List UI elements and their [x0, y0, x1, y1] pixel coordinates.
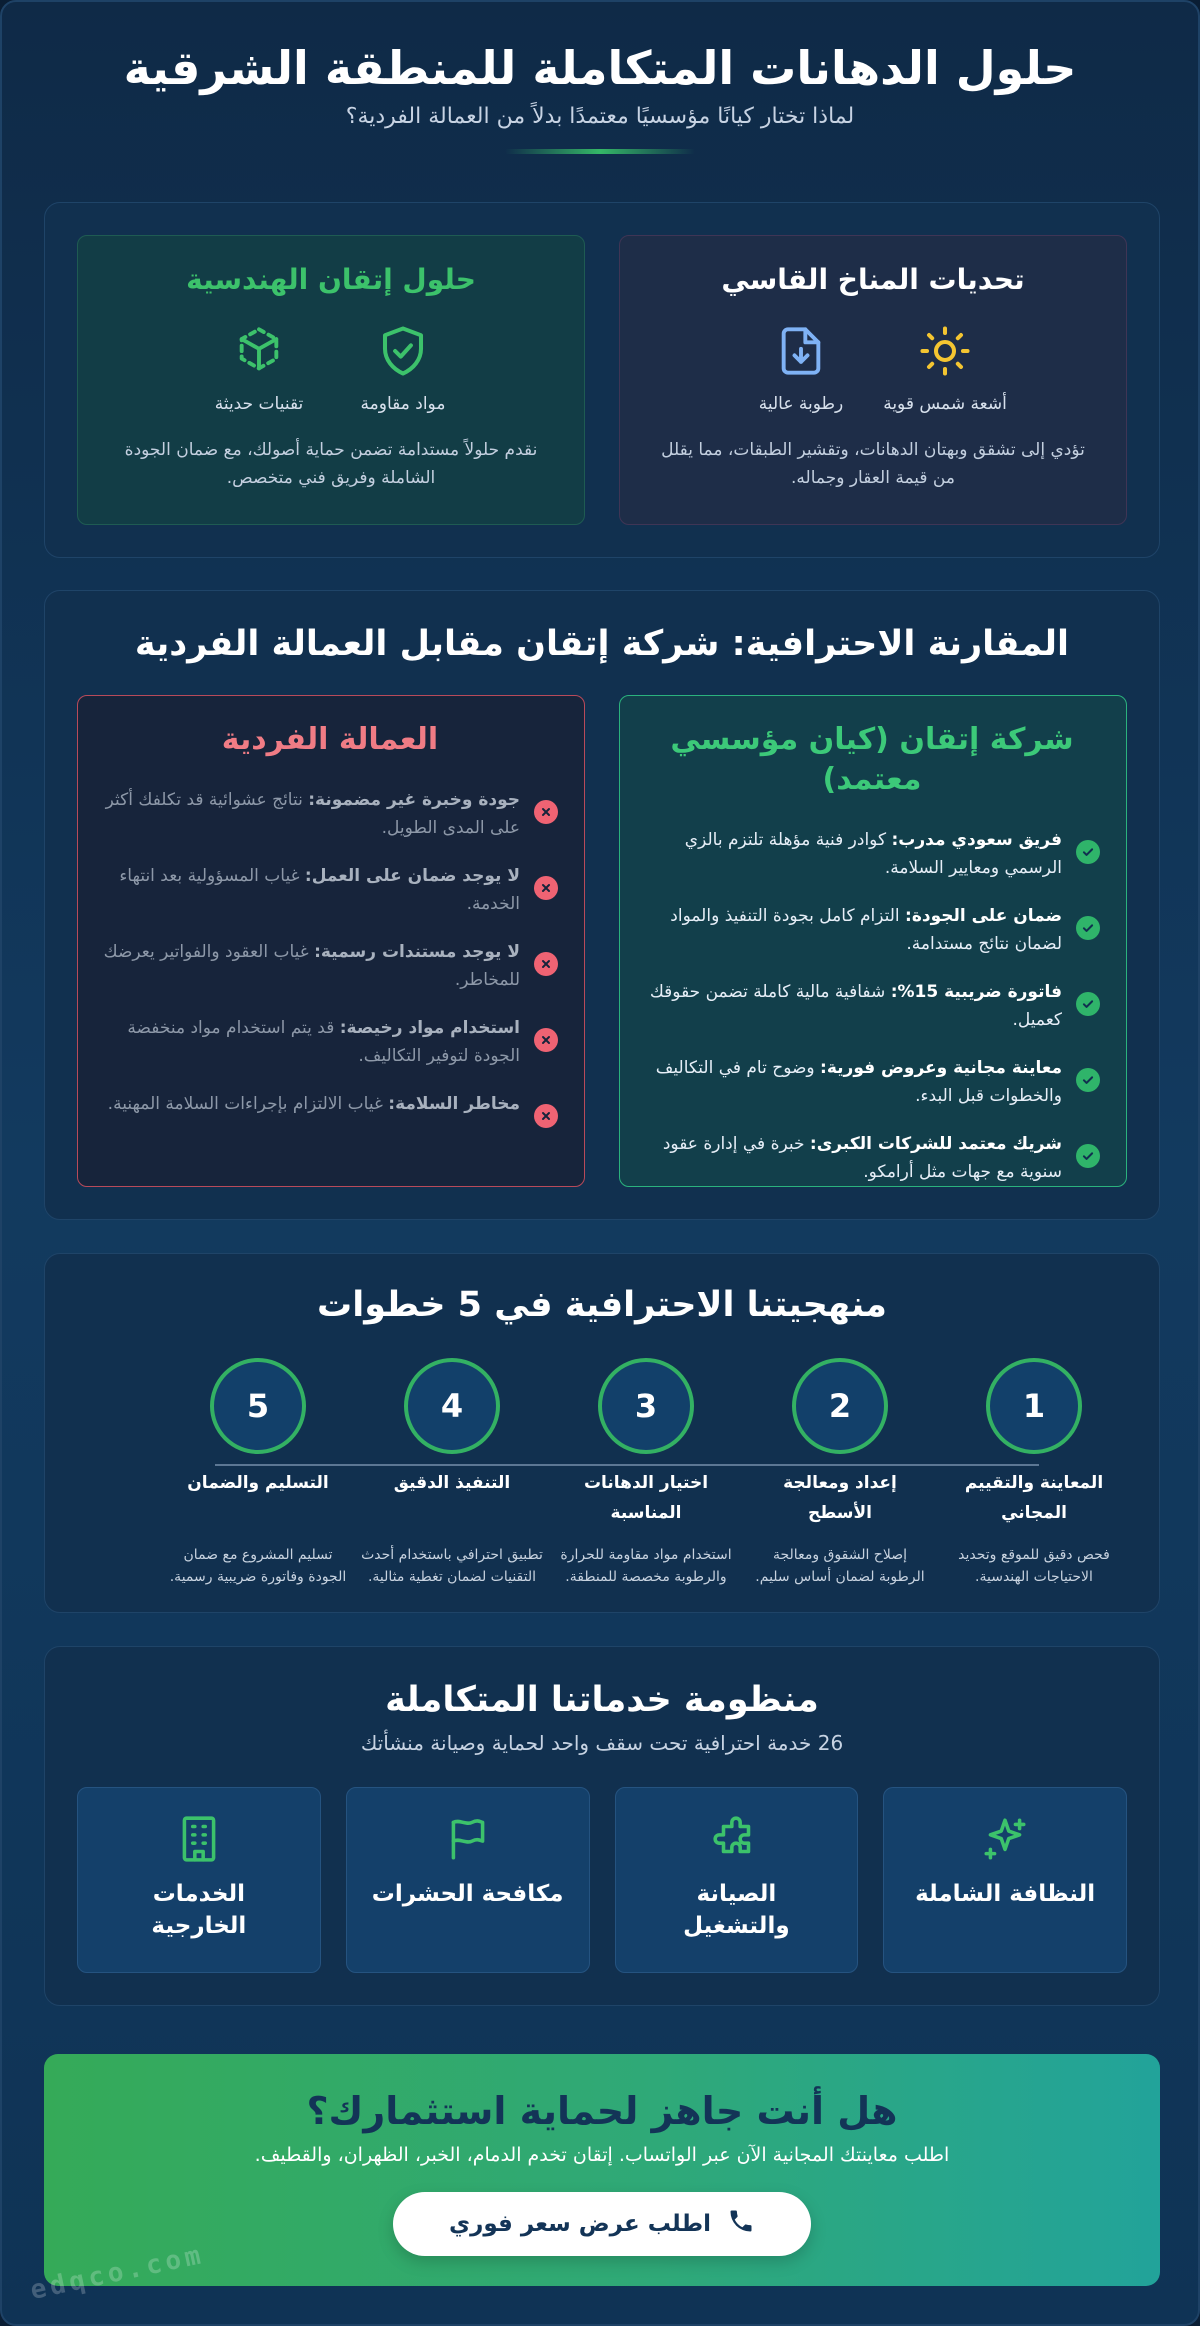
- itqan-item-bold: شريك معتمد للشركات الكبرى:: [809, 1134, 1062, 1154]
- individual-item-bold: مخاطر السلامة:: [388, 1094, 520, 1114]
- flag-icon: [441, 1812, 495, 1866]
- solution-label: مواد مقاومة: [360, 394, 446, 414]
- individual-item-bold: جودة وخبرة غير مضمونة:: [308, 790, 520, 810]
- itqan-item-bold: معاينة مجانية وعروض فورية:: [820, 1058, 1062, 1078]
- services-section: [44, 1646, 1160, 2006]
- step-title: التسليم والضمان: [187, 1473, 329, 1493]
- steps-title: منهجيتنا الاحترافية في 5 خطوات: [317, 1285, 887, 1325]
- steps-row: [151, 1358, 1131, 1588]
- step-desc: فحص دقيق للموقع وتحديد الاحتياجات الهندسية.: [958, 1547, 1110, 1585]
- solutions-text: نقدم حلولاً مستدامة تضمن حماية أصولك، مع ضمان الجودة الشاملة وفريق فني متخصص.: [124, 440, 538, 488]
- challenges-title: تحديات المناخ القاسي: [721, 263, 1025, 296]
- step-number: 4: [404, 1358, 500, 1454]
- challenges-card: [619, 235, 1127, 525]
- individual-title: العمالة الفردية: [221, 722, 439, 757]
- service-name: مكافحة الحشرات: [371, 1881, 564, 1907]
- challenge-label: أشعة شمس قوية: [883, 394, 1007, 414]
- individual-item-bold: لا يوجد مستندات رسمية:: [314, 942, 520, 962]
- check-icon: [1076, 1144, 1100, 1168]
- itqan-item: [644, 902, 1100, 958]
- service-card-pest-control[interactable]: [346, 1787, 590, 1973]
- comparison-title: المقارنة الاحترافية: شركة إتقان مقابل العمالة الفردية: [134, 624, 1070, 664]
- individual-item-text: غياب الالتزام بإجراءات السلامة المهنية.: [107, 1094, 389, 1114]
- service-name: الصيانة والتشغيل: [683, 1881, 790, 1939]
- step-4: [355, 1358, 549, 1588]
- watermark: edqco.com: [27, 2239, 208, 2306]
- individual-item: [102, 938, 558, 994]
- building-icon: [172, 1812, 226, 1866]
- solutions-card: [77, 235, 585, 525]
- itqan-item-bold: ضمان على الجودة:: [905, 906, 1062, 926]
- step-3: [549, 1358, 743, 1588]
- step-desc: تطبيق احترافي باستخدام أحدث التقنيات لضمان تغطية مثالية.: [361, 1547, 543, 1585]
- individual-item-text: غياب العقود والفواتير يعرضك للمخاطر.: [103, 942, 520, 990]
- title-accent-line: [505, 149, 695, 154]
- solutions-title: حلول إتقان الهندسية: [186, 263, 476, 296]
- x-icon: [534, 952, 558, 976]
- services-title: منظومة خدماتنا المتكاملة: [385, 1680, 819, 1720]
- itqan-item-text: شفافية مالية كاملة تضمن حقوقك كعميل.: [649, 982, 1062, 1030]
- itqan-item-text: خبرة في إدارة عقود سنوية مع جهات مثل أرامكو.: [662, 1134, 1062, 1182]
- itqan-item-text: كوادر فنية مؤهلة تلتزم بالزي الرسمي ومعايير السلامة.: [684, 830, 1062, 878]
- itqan-item-text: التزام كامل بجودة التنفيذ والمواد لضمان نتائج مستدامة.: [670, 906, 1062, 954]
- x-icon: [534, 1104, 558, 1128]
- phone-icon: [727, 2207, 755, 2241]
- itqan-item: [644, 826, 1100, 882]
- service-name: النظافة الشاملة: [915, 1881, 1096, 1907]
- solution-label: تقنيات حديثة: [214, 394, 304, 414]
- individual-list: [102, 786, 558, 1128]
- individual-item: [102, 1090, 558, 1128]
- challenge-label: رطوبة عالية: [758, 394, 844, 414]
- step-title: اختيار الدهانات المناسبة: [583, 1473, 709, 1523]
- step-desc: تسليم المشروع مع ضمان الجودة وفاتورة ضريبية رسمية.: [169, 1547, 347, 1585]
- sparkles-icon: [978, 1812, 1032, 1866]
- check-icon: [1076, 992, 1100, 1016]
- cta-title: هل أنت جاهز لحماية استثمارك؟: [306, 2089, 898, 2133]
- step-desc: استخدام مواد مقاومة للحرارة والرطوبة مخصصة للمنطقة.: [560, 1547, 732, 1585]
- check-icon: [1076, 1068, 1100, 1092]
- solution-item-materials: [348, 322, 458, 414]
- individual-item: [102, 1014, 558, 1070]
- itqan-item: [644, 1130, 1100, 1186]
- services-grid: [77, 1787, 1127, 1973]
- comparison-section: [44, 590, 1160, 1220]
- itqan-item: [644, 978, 1100, 1034]
- individual-item-text: قد يتم استخدام مواد منخفضة الجودة لتوفير التكاليف.: [127, 1018, 520, 1066]
- step-desc: إصلاح الشقوق ومعالجة الرطوبة لضمان أساس سليم.: [755, 1547, 925, 1585]
- page-subtitle: لماذا تختار كيانًا مؤسسيًا معتمدًا بدلاً من العمالة الفردية؟: [345, 104, 855, 129]
- step-5: [161, 1358, 355, 1588]
- sun-icon: [916, 322, 974, 380]
- service-card-maintenance[interactable]: [615, 1787, 859, 1973]
- check-icon: [1076, 840, 1100, 864]
- itqan-item-bold: فاتورة ضريبية 15%:: [890, 982, 1062, 1002]
- individual-card: [77, 695, 585, 1187]
- header: [2, 2, 1198, 192]
- step-number: 3: [598, 1358, 694, 1454]
- page-title: حلول الدهانات المتكاملة للمنطقة الشرقية: [123, 41, 1077, 95]
- services-subtitle: 26 خدمة احترافية تحت سقف واحد لحماية وصيانة منشأتك: [360, 1731, 844, 1755]
- step-2: [743, 1358, 937, 1588]
- step-title: إعداد ومعالجة الأسطح: [783, 1473, 897, 1523]
- challenges-text: تؤدي إلى تشقق وبهتان الدهانات، وتقشير الطبقات، مما يقلل من قيمة العقار وجماله.: [661, 440, 1085, 488]
- cta-section: [44, 2054, 1160, 2286]
- x-icon: [534, 1028, 558, 1052]
- itqan-list: [644, 826, 1100, 1186]
- individual-item-text: غياب المسؤولية بعد انتهاء الخدمة.: [119, 866, 520, 914]
- scan-icon: [230, 322, 288, 380]
- individual-item: [102, 786, 558, 842]
- itqan-item: [644, 1054, 1100, 1110]
- step-number: 1: [986, 1358, 1082, 1454]
- itqan-card: [619, 695, 1127, 1187]
- step-1: [937, 1358, 1131, 1588]
- check-icon: [1076, 916, 1100, 940]
- step-number: 5: [210, 1358, 306, 1454]
- itqan-item-bold: فريق سعودي مدرب:: [891, 830, 1062, 850]
- x-icon: [534, 876, 558, 900]
- challenges-solutions-section: [44, 202, 1160, 558]
- individual-item-text: نتائج عشوائية قد تكلفك أكثر على المدى الطويل.: [105, 790, 520, 838]
- quote-button-label: اطلب عرض سعر فوري: [449, 2211, 711, 2237]
- step-title: التنفيذ الدقيق: [393, 1473, 511, 1493]
- puzzle-icon: [709, 1812, 763, 1866]
- challenge-item-humidity: [746, 322, 856, 414]
- service-card-cleaning[interactable]: [883, 1787, 1127, 1973]
- individual-item-bold: لا يوجد ضمان على العمل:: [304, 866, 520, 886]
- quote-button[interactable]: [393, 2192, 811, 2256]
- solution-item-tech: [204, 322, 314, 414]
- shield-check-icon: [374, 322, 432, 380]
- individual-item-bold: استخدام مواد رخيصة:: [339, 1018, 520, 1038]
- steps-section: [44, 1253, 1160, 1613]
- challenge-item-sun: [883, 322, 1007, 414]
- individual-item: [102, 862, 558, 918]
- service-card-external[interactable]: [77, 1787, 321, 1973]
- service-name: الخدمات الخارجية: [151, 1881, 247, 1939]
- itqan-title: شركة إتقان (كيان مؤسسي معتمد): [670, 722, 1074, 797]
- x-icon: [534, 800, 558, 824]
- file-download-icon: [772, 322, 830, 380]
- cta-text: اطلب معاينتك المجانية الآن عبر الواتساب. إتقان تخدم الدمام، الخبر، الظهران، والقطيف.: [254, 2144, 950, 2166]
- step-title: المعاينة والتقييم المجاني: [964, 1473, 1104, 1523]
- itqan-item-text: وضوح تام في التكاليف والخطوات قبل البدء.: [655, 1058, 1062, 1106]
- step-number: 2: [792, 1358, 888, 1454]
